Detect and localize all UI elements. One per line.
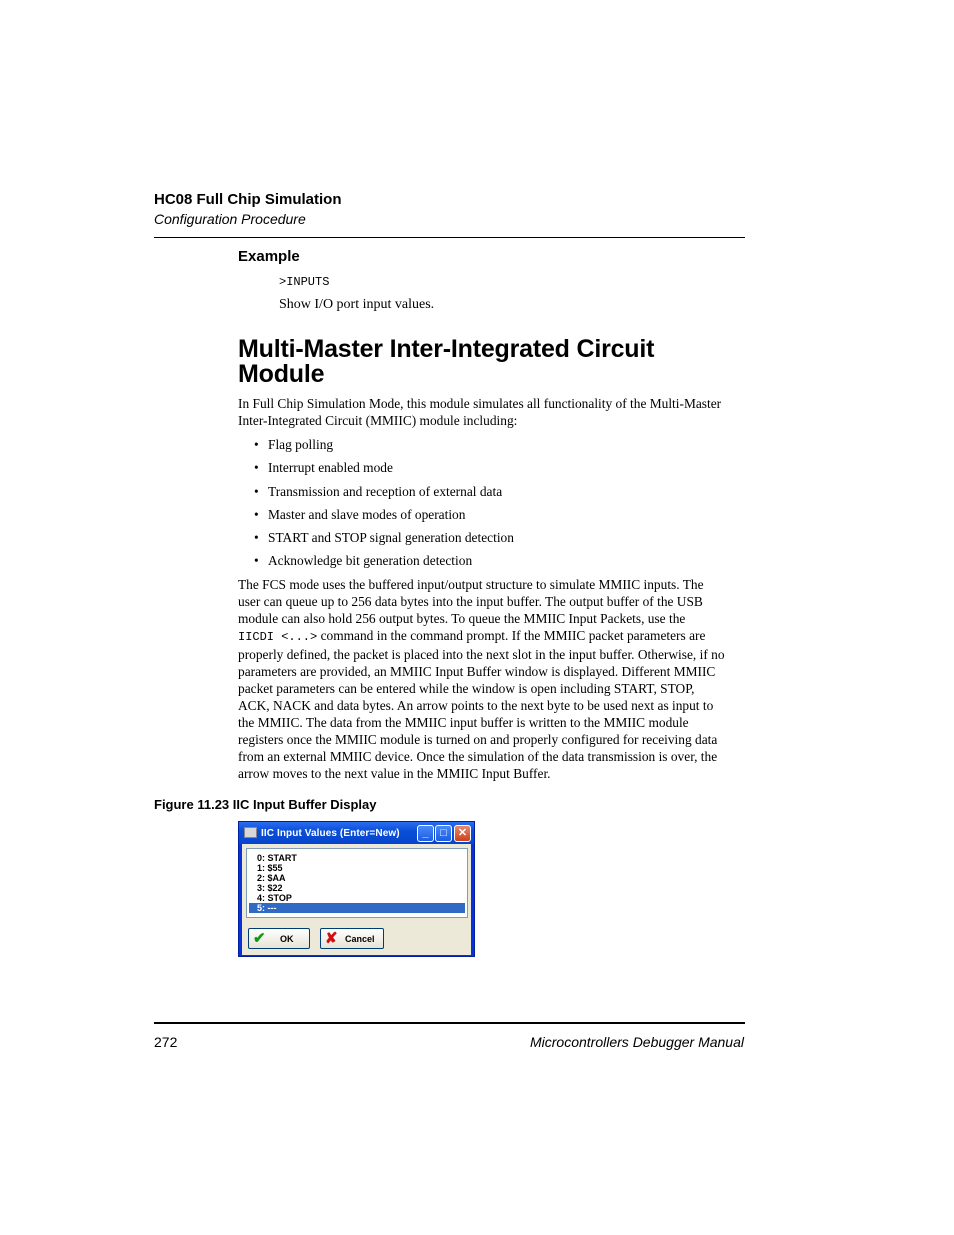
list-item-selected[interactable]: 5: --- <box>249 903 465 913</box>
list-item[interactable]: 2: $AA <box>257 873 286 883</box>
paragraph-line: ACK, NACK and data bytes. An arrow points to the next byte to be used next as input to <box>238 698 714 713</box>
intro-line: Inter-Integrated Circuit (MMIIC) module including: <box>238 413 518 428</box>
list-item: • Master and slave modes of operation <box>254 506 466 522</box>
intro-paragraph <box>238 395 744 429</box>
fcs-paragraph <box>238 576 744 782</box>
paragraph-line: the MMIIC. The data from the MMIIC input buffer is written to the MMIIC module <box>238 715 689 730</box>
manual-title: Microcontrollers Debugger Manual <box>530 1034 744 1050</box>
ok-label: OK <box>280 934 294 944</box>
bullet-icon: • <box>254 460 259 476</box>
minimize-icon: _ <box>422 827 429 839</box>
dialog-title: IIC Input Values (Enter=New) <box>261 828 400 839</box>
example-heading: Example <box>238 248 300 265</box>
iic-input-dialog <box>238 821 475 957</box>
checkmark-icon: ✔ <box>253 930 266 947</box>
dialog-titlebar[interactable] <box>239 822 474 844</box>
cancel-label: Cancel <box>345 934 375 944</box>
cancel-button[interactable] <box>320 928 384 949</box>
header-rule <box>154 237 745 238</box>
bullet-icon: • <box>254 530 259 546</box>
footer-rule <box>154 1022 745 1024</box>
list-item: • Flag polling <box>254 437 334 452</box>
cross-icon: ✘ <box>325 930 338 947</box>
page-number: 272 <box>154 1034 178 1050</box>
paragraph-line: The FCS mode uses the buffered input/output structure to simulate MMIIC inputs. The <box>238 577 704 592</box>
example-description: Show I/O port input values. <box>279 297 435 312</box>
running-header-subtitle: Configuration Procedure <box>154 211 306 227</box>
list-item: • Interrupt enabled mode <box>254 460 393 476</box>
maximize-button[interactable] <box>435 825 452 842</box>
paragraph-line: from an external MMIIC device. Once the simulation of the data transmission is over, the <box>238 749 718 764</box>
paragraph-line: packet parameters can be entered while the window is open including START, STOP, <box>238 681 695 696</box>
paragraph-line: arrow moves to the next value in the MMIIC Input Buffer. <box>238 766 551 781</box>
intro-line: In Full Chip Simulation Mode, this module simulates all functionality of the Multi-Master <box>238 396 722 411</box>
list-item[interactable]: 4: STOP <box>257 893 292 903</box>
section-title-line2: Module <box>238 360 325 388</box>
example-code: >INPUTS <box>279 275 330 289</box>
bullet-icon: • <box>254 553 259 569</box>
close-button[interactable] <box>454 825 471 842</box>
bullet-icon: • <box>254 437 259 452</box>
paragraph-line: registers once the MMIIC module is turned on and properly configured for receiving data <box>238 732 718 747</box>
paragraph-line: parameters are provided, an MMIIC Input Buffer window is displayed. Different MMIIC <box>238 664 716 679</box>
running-header-title: HC08 Full Chip Simulation <box>154 191 342 208</box>
paragraph-line: properly defined, the packet is placed into the next slot in the input buffer. Otherwise, if no <box>238 647 725 662</box>
figure-caption: Figure 11.23 IIC Input Buffer Display <box>154 797 377 812</box>
maximize-icon: □ <box>440 827 447 839</box>
inline-code: IICDI <...> <box>238 630 318 644</box>
paragraph-line: IICDI <...> command in the command prompt. If the MMIIC packet parameters are <box>238 628 706 644</box>
section-title-line1: Multi-Master Inter-Integrated Circuit <box>238 335 655 363</box>
list-item: • Transmission and reception of external data <box>254 483 503 499</box>
list-item: • Acknowledge bit generation detection <box>254 553 473 569</box>
paragraph-line: user can queue up to 256 data bytes into the input buffer. The output buffer of the USB <box>238 594 703 609</box>
dialog-body <box>242 844 471 955</box>
ok-button[interactable] <box>248 928 310 949</box>
list-item[interactable]: 0: START <box>257 853 297 863</box>
paragraph-line: module can also hold 256 output bytes. To queue the MMIIC Input Packets, use the <box>238 611 686 626</box>
close-icon: ✕ <box>457 827 468 839</box>
window-icon <box>244 827 257 838</box>
list-item[interactable]: 3: $22 <box>257 883 283 893</box>
input-values-list[interactable] <box>246 848 468 918</box>
list-item: • START and STOP signal generation detection <box>254 530 514 546</box>
list-item[interactable]: 1: $55 <box>257 863 283 873</box>
bullet-icon: • <box>254 483 259 499</box>
feature-list <box>254 436 744 576</box>
bullet-icon: • <box>254 506 259 522</box>
section-title <box>238 337 738 387</box>
minimize-button[interactable] <box>417 825 434 842</box>
